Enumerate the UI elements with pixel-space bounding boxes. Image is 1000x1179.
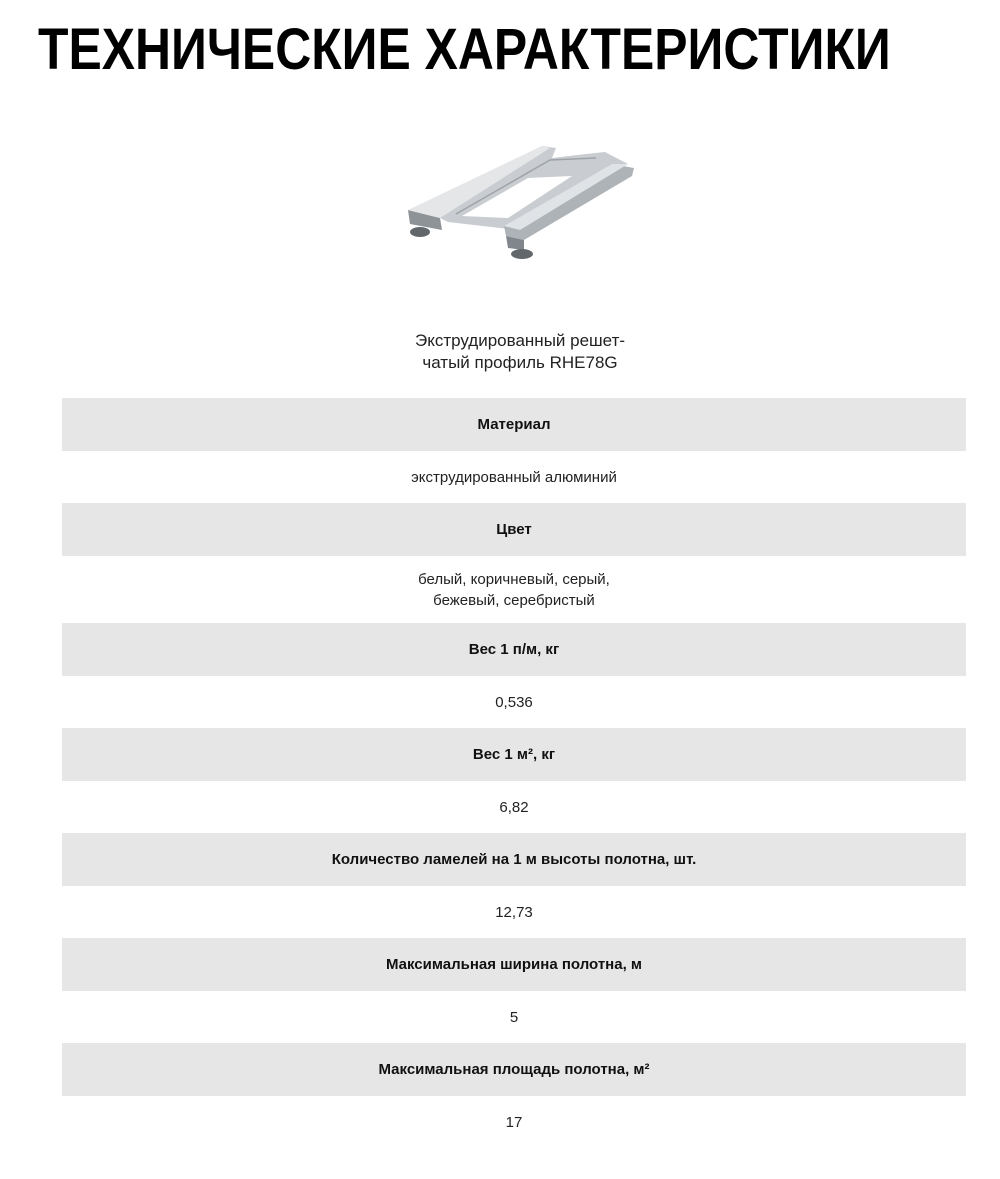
- spec-value-line: бежевый, серебристый: [433, 591, 595, 609]
- spec-value: [62, 676, 966, 728]
- page-title: ТЕХНИЧЕСКИЕ ХАРАКТЕРИСТИКИ: [38, 17, 891, 82]
- profile-product-image: [400, 138, 640, 266]
- profile-left-hook: [410, 227, 430, 237]
- spec-value: [62, 781, 966, 833]
- profile-front-hook: [511, 249, 533, 259]
- spec-value: [62, 886, 966, 938]
- spec-label: Вес 1 п/м, кг: [62, 623, 966, 676]
- spec-value-line: 12,73: [495, 903, 533, 921]
- spec-value: [62, 556, 966, 623]
- product-caption-line: чатый профиль RHE78G: [422, 353, 618, 372]
- spec-label: Цвет: [62, 503, 966, 556]
- spec-value-line: 6,82: [499, 798, 529, 816]
- spec-value: [62, 1096, 966, 1148]
- spec-value-line: 17: [505, 1113, 523, 1131]
- product-caption-line: Экструдированный решет-: [414, 331, 626, 350]
- spec-value: [62, 991, 966, 1043]
- spec-value-line: 0,536: [495, 693, 533, 711]
- spec-label: Количество ламелей на 1 м высоты полотна, шт.: [62, 833, 966, 886]
- spec-label: Максимальная площадь полотна, м²: [62, 1043, 966, 1096]
- spec-table: [62, 398, 966, 1148]
- spec-value-line: 5: [509, 1008, 519, 1026]
- product-caption: [300, 330, 740, 374]
- spec-value: [62, 451, 966, 503]
- spec-label: Максимальная ширина полотна, м: [62, 938, 966, 991]
- spec-value-line: экструдированный алюминий: [411, 468, 617, 486]
- spec-value-line: белый, коричневый, серый,: [418, 570, 610, 588]
- spec-label: Вес 1 м², кг: [62, 728, 966, 781]
- spec-label: Материал: [62, 398, 966, 451]
